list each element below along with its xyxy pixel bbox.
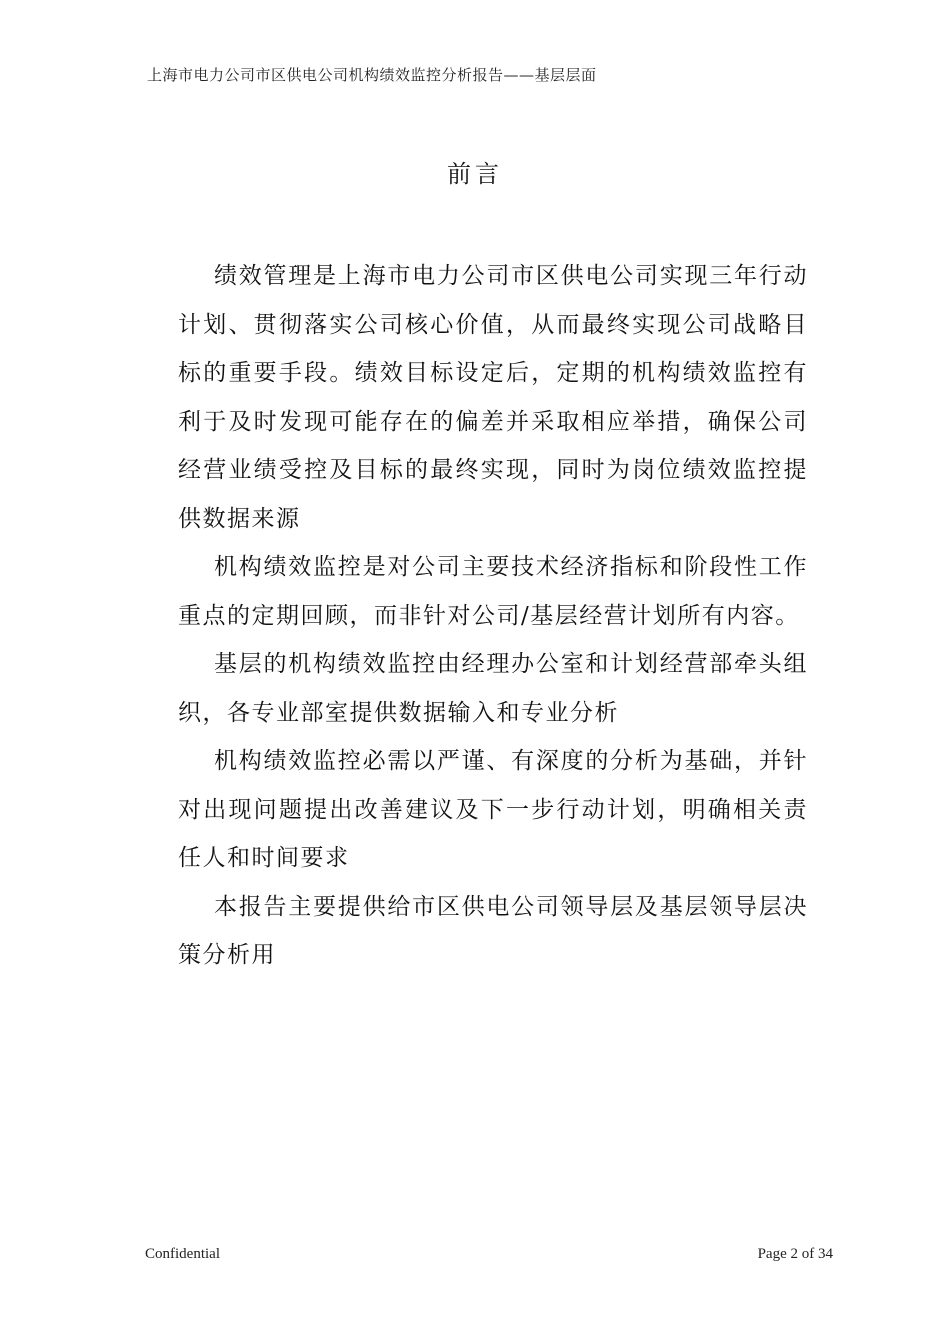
confidential-label: Confidential	[145, 1246, 220, 1262]
body-text	[178, 252, 808, 980]
page-footer	[145, 1246, 833, 1268]
paragraph-3: 基层的机构绩效监控由经理办公室和计划经营部牵头组织，各专业部室提供数据输入和专业分析	[178, 651, 808, 726]
page-title: 前言	[447, 160, 503, 188]
page-number: Page 2 of 34	[757, 1246, 833, 1262]
paragraph-2: 机构绩效监控是对公司主要技术经济指标和阶段性工作重点的定期回顾，而非针对公司/基层经营计划所有内容。	[178, 554, 808, 629]
page-header: 上海市电力公司市区供电公司机构绩效监控分析报告——基层层面	[147, 66, 597, 84]
paragraph-4: 机构绩效监控必需以严谨、有深度的分析为基础，并针对出现问题提出改善建议及下一步行动计划，明确相关责任人和时间要求	[178, 748, 808, 871]
paragraph-1: 绩效管理是上海市电力公司市区供电公司实现三年行动计划、贯彻落实公司核心价值，从而最终实现公司战略目标的重要手段。绩效目标设定后，定期的机构绩效监控有利于及时发现可能存在的偏差并采取相应举措，确保公司经营业绩受控及目标的最终实现，同时为岗位绩效监控提供数据来源	[178, 263, 808, 532]
paragraph-5: 本报告主要提供给市区供电公司领导层及基层领导层决策分析用	[178, 893, 808, 968]
